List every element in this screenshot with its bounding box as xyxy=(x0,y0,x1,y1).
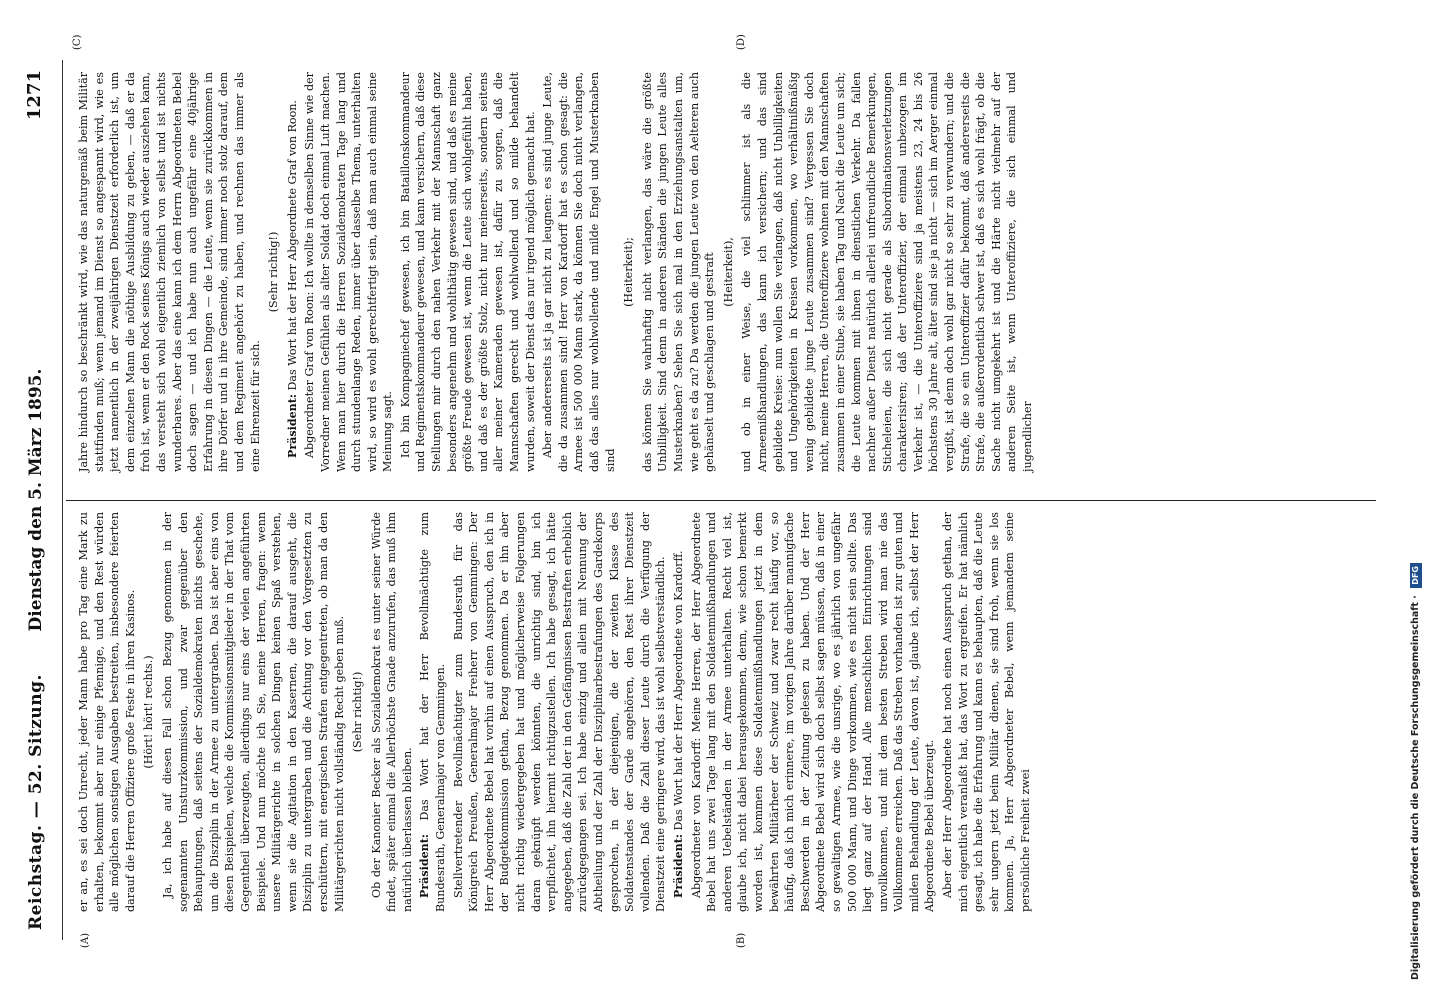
digitization-credit xyxy=(1404,0,1428,1000)
speaker-label: Präsident: xyxy=(285,394,299,458)
paragraph-text: Abgeordneter Graf von Roon: Ich wollte in demselben Sinne wie der Vorredner meinen Gefühlen als alter Soldat doch einmal Luft machen. Wenn man hier durch die Herren Sozialdemokraten Tage lang und durch stundenlange Reden, immer über dasselbe Thema, unterhalten wird, so wird es wohl gerechtfertigt sein, daß man auch einmal seine Meinung sagt. xyxy=(303,72,395,472)
paragraph-text: (Heiterkeit), xyxy=(721,237,735,307)
paragraph xyxy=(739,72,1035,472)
paragraph-text: Das Wort hat der Herr Abgeordnete Graf von Roon. xyxy=(285,100,299,391)
page-number: 1271 xyxy=(24,70,45,121)
credit-text: Digitalisierung gefördert durch die Deutsche Forschungsgemeinschaft · xyxy=(1410,595,1421,980)
paragraph-text: Jahre hindurch so beschränkt wird, wie das naturgemäß beim Militär stattfinden muß; wenn jemand im Dienst so angespannt wird, wie es jetzt namentlich in der zweijährigen Dienstzeit erforderlich ist, um dem einzelnen Mann die nöthige Ausbildung zu geben, — daß er da froh ist, wenn er den Rock seines Königs auch wieder ausziehen kann, das versteht sich wohl eigentlich ziemlich von selbst und ist nichts wunderbares. Aber das eine kann ich dem Herrn Abgeordneten Bebel doch sagen — und ich habe nun auch ungefähr eine 40jährige Erfahrung in diesen Dingen — die Leute, wenn sie zurückkommen in ihre Dörfer und in ihre Gemeinde, sind immer noch stolz darauf, dem und dem Regiment angehört zu haben, und rechnen das immer als eine Ehrenzeit für sich. xyxy=(77,72,262,472)
speaker-label: Präsident: xyxy=(418,834,432,898)
paragraph xyxy=(417,512,448,912)
paragraph-text: Ob der Kanonier Becker als Sozialdemokrat es unter seiner Würde findet, später einmal die Allerhöchste Gnade anzurufen, das muß ihm natürlich überlassen bleiben. xyxy=(369,512,414,912)
interjection xyxy=(621,72,637,472)
paragraph-text: Aber der Herr Abgeordnete hat noch einen Ausspruch gethan, der mich eigentlich veranlaßt hat, das Wort zu ergreifen. Er hat nämlich gesagt, ich habe die Erfahrung und kann es behaupten, daß die Leute sehr ungern jetzt beim Militär dienen, sie sind froh, wenn sie los kommen. Ja, Herr Abgeordneter Bebel, wenn jemandem seine persönliche Freiheit zwei xyxy=(941,512,1033,912)
paragraph-text: er an, es sei doch Unrecht, jeder Mann habe pro Tag eine Mark zu erhalten, bekommt aber nur einige Pfennige, und den Rest würden alle möglichen sonstigen Ausgaben bestreiten, insbesondere feierten darauf die Herren Offiziere große Feste in ihren Kasinos. xyxy=(77,512,137,912)
column-divider xyxy=(66,500,1376,501)
paragraph xyxy=(285,72,301,472)
interjection xyxy=(266,72,282,472)
interjection xyxy=(350,512,366,912)
paragraph xyxy=(689,512,939,912)
header-date: Dienstag den 5. März 1895. xyxy=(26,368,46,632)
right-column xyxy=(76,72,1038,472)
paragraph xyxy=(640,72,718,472)
paragraph-text: Ja, ich habe auf diesen Fall schon Bezug genommen in der sogenannten Umsturzkommission, und zwar gegenüber den Behauptungen, daß seitens der Sozialdemokraten nichts geschehe, um die Disziplin in der Armee zu untergraben. Das ist aber eins von diesen Beispielen, welche die Kommissionsmitglieder in der That vom Gegentheil überzeugten, allerdings nur eins der vielen angeführten Beispiele. Und nun möchte ich Sie, meine Herren, fragen: wenn unsere Militärgerichte in solchen Dingen keinen Spaß verstehen, wenn sie die Agitation in den Kasernen, die darauf ausgeht, die Disziplin zu untergraben und die Achtung vor den Vorgesetzten zu erschüttern, mit energischen Strafen entgegentreten, ob man da den Militärgerichten nicht vollständig Recht geben muß. xyxy=(160,512,346,912)
paragraph-text: (Hört! hört! rechts.) xyxy=(142,655,156,769)
paragraph-text: Das Wort hat der Herr Abgeordnete von Kardorff. xyxy=(671,550,685,831)
margin-marker-d: (D) xyxy=(736,34,747,50)
paragraph-text: Das Wort hat der Herr Bevollmächtigte zum Bundesrath, Generalmajor von Gemmingen. xyxy=(418,511,448,912)
paragraph xyxy=(160,512,347,912)
paragraph xyxy=(540,72,618,472)
margin-marker-b: (B) xyxy=(736,932,747,948)
paragraph-text: Aber andererseits ist ja gar nicht zu leugnen: es sind junge Leute, die da zusammen sind! Herr von Kardorff hat es schon gesagt: die Armee ist 500 000 Mann stark, da können Sie doch nicht verlangen, daß das alles nur wohlwollende und milde Engel und Musterknaben sind xyxy=(541,72,617,472)
left-column xyxy=(76,512,1036,912)
margin-marker-a: (A) xyxy=(80,932,91,948)
interjection xyxy=(721,72,737,472)
paragraph-text: und ob in einer Weise, die viel schlimmer ist als die Armeemißhandlungen, das kann ich versichern; und das sind gebildete Kreise: nun wollen Sie verlangen, daß nicht Unbilligkeiten und Ungehörigkeiten in Kreisen vorkommen, wo verhältnißmäßig wenig gebildete junge Leute zusammen sind? Vergessen Sie doch nicht, meine Herren, die Unteroffiziere wohnen mit den Mannschaften zusammen in einer Stube, sie haben Tag und Nacht die Leute um sich; die Leute kommen mit ihnen in dienstlichen Verkehr. Da fallen nachher außer Dienst natürlich allerlei unfreundliche Bemerkungen, Sticheleien, die sich nicht gerade als Subordinationsverletzungen charakterisiren; daß der Unteroffizier, der einmal unbezogen im Verkehr ist, — die Unteroffiziere sind ja meistens 23, 24 bis 26 höchstens 30 Jahre alt, älter sind sie ja nicht — sich im Aerger einmal vergißt, ist denn doch wohl gar nicht so sehr zu verwundern; und die Strafe, die so ein Unteroffizier dafür bekommt, daß andererseits die Strafe, die außerordentlich schwer ist, daß es sich wohl frägt, ob die Sache nicht umgekehrt ist und die Härte nicht vielmehr auf der anderen Seite ist, wenn Unteroffiziere, die sich einmal und jugendlicher xyxy=(740,72,1035,472)
header-rule xyxy=(62,60,63,940)
paragraph-text: (Sehr richtig!) xyxy=(351,671,365,753)
paragraph-text: Ich bin Kompagniechef gewesen, ich bin Bataillonskommandeur und Regimentskommandeur gewesen, und kann versichern, daß diese Stellungen mir durch den nahen Verkehr mit der Mannschaft ganz besonders angenehm und wohlthätig gewesen sind, und daß es meine größte Freude gewesen ist, wenn die Leute sich wohlgefühlt haben, und daß es der größte Stolz, nicht nur meinerseits, sondern seitens aller meiner Kameraden gewesen ist, dafür zu sorgen, daß die Mannschaften gerecht und wohlwollend und so milde behandelt wurden, soweit der Dienst das nur irgend möglich gemacht hat. xyxy=(398,72,537,472)
dfg-logo: DFG xyxy=(1410,563,1422,588)
paragraph-text: Abgeordneter von Kardorff: Meine Herren, der Herr Abgeordnete Bebel hat uns zwei Tage lang mit den Soldatenmißhandlungen und anderen Uebelständen in der Armee unterhalten. Recht viel ist, glaube ich, nicht dabei herausgekommen, denn, wie schon bemerkt worden ist, kommen diese Soldatenmißhandlungen jetzt in dem bewährten Militärheer der Schweiz und zwar recht häufig vor, so häufig, daß ich mich erinnere, im vorigen Jahre darüber mannigfache Beschwerden in der Zeitung gelesen zu haben. Und der Herr Abgeordnete Bebel wird sich doch selbst sagen müssen, daß in einer so gewaltigen Armee, wie die unsrige, wo es jährlich von ungefähr 500 000 Mann, und Dinge vorkommen, wie es nicht sein sollte. Das liegt ganz auf der Hand. Alle menschlichen Einrichtungen sind unvollkommen, und mit dem besten Streben wird man nie das Vollkommene erreichen. Daß das Streben vorhanden ist zur guten und milden Behandlung der Leute, davon ist, glaube ich, selbst der Herr Abgeordnete Bebel überzeugt. xyxy=(689,512,937,912)
paragraph-text: (Sehr richtig!) xyxy=(267,231,281,313)
margin-marker-c: (C) xyxy=(72,34,83,50)
paragraph-text: Stellvertretender Bevollmächtigter zum Bundesrath für das Königreich Preußen, Generalmajor Freiherr von Gemmingen: Der Herr Abgeordnete Bebel hat vorhin auf einen Ausspruch, den ich in der Budgetkommission gethan, Bezug genommen. Da er ihn aber nicht richtig wiedergegeben hat und möglicherweise Folgerungen daran geknüpft werden könnten, die unrichtig sind, bin ich verpflichtet, ihn hiermit richtigzustellen. Ich habe gesagt, ich hätte angegeben, daß die Zahl der in den Gefängnissen Bestraften erheblich zurückgegangen sei. Ich habe einzig und allein mit Nennung der Abtheilung und der Zahl der Disziplinarbestrafungen des Gardekorps gesprochen, in der diejenigen, die der zweiten Klasse des Soldatenstandes der Garde angehören, den Rest ihrer Dienstzeit vollenden. Daß die Zahl dieser Leute durch die Verfügung der Dienstzeit eine geringere wird, das ist wohl selbstverständlich. xyxy=(451,512,668,912)
paragraph xyxy=(398,72,538,472)
header-session: Reichstag. — 52. Sitzung. xyxy=(26,674,46,930)
page-header xyxy=(20,40,58,960)
paragraph xyxy=(940,512,1034,912)
paragraph xyxy=(76,72,263,472)
paragraph-text: das können Sie wahrhaftig nicht verlangen, das wäre die größte Unbilligkeit. Sind denn in anderen Ständen die jungen Leute alles Musterknaben? Sehen Sie sich mal in den Erziehungsanstalten um, wie geht es da zu? Da werden die jungen Leute von den Aelteren auch gehänselt und geschlagen und gestraft xyxy=(640,72,717,472)
paragraph xyxy=(76,512,138,912)
paragraph-text: (Heiterkeit); xyxy=(622,237,636,307)
paragraph xyxy=(369,512,416,912)
speaker-label: Präsident: xyxy=(671,834,685,898)
paragraph xyxy=(451,512,669,912)
paragraph xyxy=(302,72,396,472)
interjection xyxy=(141,512,157,912)
paragraph xyxy=(671,512,687,912)
